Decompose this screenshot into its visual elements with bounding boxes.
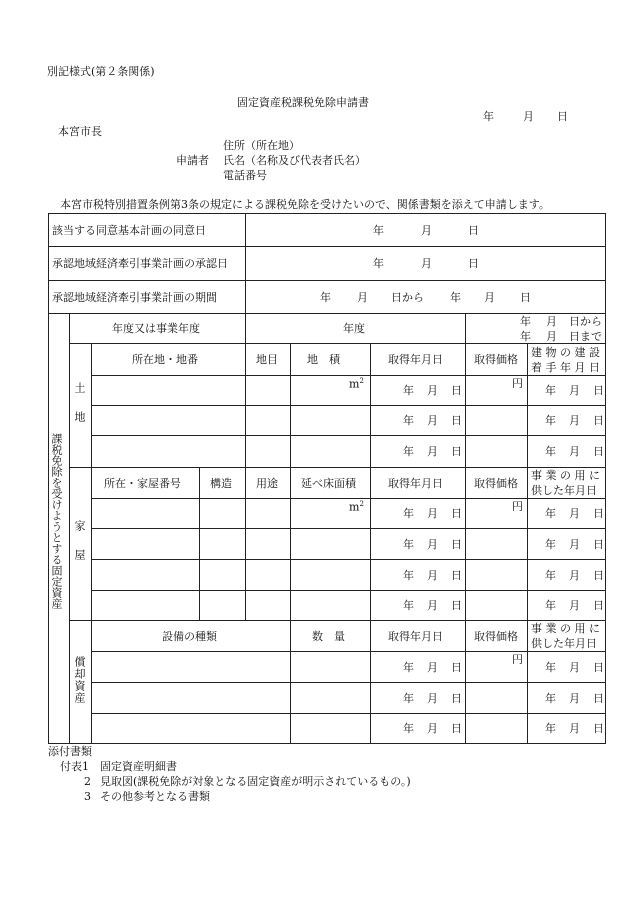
dep-price-unit: 円 xyxy=(512,653,523,666)
land-r1-acq-year: 年 xyxy=(403,384,414,397)
bldg-r2-acq-month: 月 xyxy=(427,537,438,551)
land-r3-start-month: 月 xyxy=(569,445,580,458)
dep-header-use-date-l2: 供した年月日 xyxy=(531,637,597,650)
dep-r2-acq-day: 日 xyxy=(451,691,462,705)
land-r2-acq-year: 年 xyxy=(403,414,414,427)
dep-r3-use-month: 月 xyxy=(569,722,580,735)
land-header-category: 地目 xyxy=(256,353,278,366)
dep-header-type: 設備の種類 xyxy=(162,629,217,643)
bldg-area-unit: $m^2$ xyxy=(349,500,364,514)
dep-r1-use-year: 年 xyxy=(545,660,556,674)
dep-r2-acq-year: 年 xyxy=(403,691,414,705)
dep-r3-acq-year: 年 xyxy=(403,722,414,735)
bldg-r1-use-day: 日 xyxy=(593,507,604,520)
dep-r3-acq-day: 日 xyxy=(451,722,462,735)
bldg-r2-use-day: 日 xyxy=(593,537,604,551)
dep-r1-acq-day: 日 xyxy=(451,660,462,674)
bldg-r1-acq-day: 日 xyxy=(451,507,462,520)
fiscal-to-year: 年 xyxy=(520,330,531,343)
bldg-r1-use-month: 月 xyxy=(569,507,580,520)
form-title: 固定資産税課税免除申請書 xyxy=(237,96,369,109)
bldg-r2-use-year: 年 xyxy=(545,537,556,551)
period-start-month: 月 xyxy=(357,290,368,304)
bldg-r1-use-year: 年 xyxy=(545,507,556,520)
fiscal-to-day: 日まで xyxy=(569,330,602,343)
bldg-r2-acq-year: 年 xyxy=(403,537,414,551)
dep-r1-acq-month: 月 xyxy=(427,660,438,674)
dep-header-quantity: 数 量 xyxy=(312,629,345,643)
land-header-acq-date: 取得年月日 xyxy=(388,353,443,366)
land-r3-acq-month: 月 xyxy=(427,445,438,458)
fiscal-from-day: 日から xyxy=(569,315,602,328)
bldg-r1-acq-year: 年 xyxy=(403,507,414,520)
land-area-unit: $m^2$ xyxy=(349,377,364,391)
depreciable-label: 償却資産 xyxy=(73,656,86,704)
land-r2-acq-day: 日 xyxy=(451,414,462,427)
dep-r3-use-day: 日 xyxy=(593,722,604,735)
consent-year: 年 xyxy=(373,223,384,237)
land-header-start-l1: 建 物 の 建 設 xyxy=(531,346,600,359)
attachment-1: 固定資産明細書 xyxy=(100,760,177,773)
bldg-r3-acq-year: 年 xyxy=(403,568,414,582)
date-month-label: 月 xyxy=(523,110,534,123)
attachments-title: 添付書類 xyxy=(48,745,92,758)
land-price-unit: 円 xyxy=(512,377,523,390)
dep-r1-acq-year: 年 xyxy=(403,660,414,674)
bldg-r1-acq-month: 月 xyxy=(427,507,438,520)
dep-r2-use-day: 日 xyxy=(593,691,604,705)
attachment-3: その他参考となる書類 xyxy=(100,790,210,803)
dep-r2-use-month: 月 xyxy=(569,691,580,705)
approval-date-label: 承認地域経済牽引事業計画の承認日 xyxy=(52,257,228,270)
land-header-area: 地 積 xyxy=(307,353,340,366)
bldg-r3-acq-day: 日 xyxy=(451,568,462,582)
applicant-label: 申請者 xyxy=(176,154,209,167)
fiscal-year-label: 年度又は事業年度 xyxy=(112,322,200,335)
consent-date-label: 該当する同意基本計画の同意日 xyxy=(52,223,206,237)
bldg-r4-acq-month: 月 xyxy=(427,599,438,612)
period-end-year: 年 xyxy=(450,290,461,304)
bldg-r3-use-year: 年 xyxy=(545,568,556,582)
bldg-header-acq-price: 取得価格 xyxy=(474,476,518,490)
bldg-r4-acq-year: 年 xyxy=(403,599,414,612)
bldg-header-acq-date: 取得年月日 xyxy=(388,476,443,490)
dep-header-acq-price: 取得価格 xyxy=(474,629,518,643)
bldg-r4-use-year: 年 xyxy=(545,599,556,612)
fiscal-from-month: 月 xyxy=(546,315,557,328)
land-r1-start-month: 月 xyxy=(569,384,580,397)
attachment-2-no: 2 xyxy=(84,775,91,788)
land-header-acq-price: 取得価格 xyxy=(474,353,518,366)
bldg-header-floor-area: 延べ床面積 xyxy=(301,476,356,490)
bldg-r4-use-month: 月 xyxy=(569,599,580,612)
bldg-header-use: 用途 xyxy=(256,476,278,490)
land-r1-acq-month: 月 xyxy=(427,384,438,397)
land-header-start-l2: 着 手 年 月 日 xyxy=(531,361,600,374)
land-r2-start-month: 月 xyxy=(569,414,580,427)
bldg-header-structure: 構造 xyxy=(210,476,232,490)
land-r2-acq-month: 月 xyxy=(427,414,438,427)
dep-r1-use-day: 日 xyxy=(593,660,604,674)
dep-r3-acq-month: 月 xyxy=(427,722,438,735)
period-start-year: 年 xyxy=(320,290,331,304)
fiscal-from-year: 年 xyxy=(520,315,531,328)
period-start-day: 日から xyxy=(391,290,424,304)
dep-r3-use-year: 年 xyxy=(545,722,556,735)
building-label: 家屋 xyxy=(73,520,86,578)
bldg-r2-acq-day: 日 xyxy=(451,537,462,551)
phone-label: 電話番号 xyxy=(223,169,267,182)
attachment-1-no: 付表1 xyxy=(60,760,89,773)
land-r1-start-day: 日 xyxy=(593,384,604,397)
land-header-location: 所在地・地番 xyxy=(132,353,198,366)
addressee: 本宮市長 xyxy=(58,125,102,138)
bldg-r3-use-day: 日 xyxy=(593,568,604,582)
approval-month: 月 xyxy=(421,257,432,270)
side-label-fixed-assets: 課税免除を受けようとする固定資産 xyxy=(50,433,63,609)
land-r1-start-year: 年 xyxy=(545,384,556,397)
form-label: 別記様式(第２条関係) xyxy=(47,65,155,78)
name-label: 氏名（名称及び代表者氏名） xyxy=(223,154,366,167)
attachment-3-no: 3 xyxy=(84,790,91,803)
application-statement: 本宮市税特別措置条例第3条の規定による課税免除を受けたいので、関係書類を添えて申請します。 xyxy=(60,198,550,211)
dep-r1-use-month: 月 xyxy=(569,660,580,674)
dep-r2-use-year: 年 xyxy=(545,691,556,705)
address-label: 住所（所在地） xyxy=(223,139,300,152)
nendo-label: 年度 xyxy=(343,322,365,335)
approval-year: 年 xyxy=(373,257,384,270)
dep-header-use-date-l1: 事 業 の 用 に xyxy=(531,622,600,635)
approval-day: 日 xyxy=(468,257,479,270)
bldg-r4-use-day: 日 xyxy=(593,599,604,612)
bldg-r3-acq-month: 月 xyxy=(427,568,438,582)
land-r2-start-day: 日 xyxy=(593,414,604,427)
bldg-header-location: 所在・家屋番号 xyxy=(104,476,181,490)
bldg-r2-use-month: 月 xyxy=(569,537,580,551)
period-end-month: 月 xyxy=(484,290,495,304)
bldg-r4-acq-day: 日 xyxy=(451,599,462,612)
land-r3-acq-year: 年 xyxy=(403,445,414,458)
period-label: 承認地域経済牽引事業計画の期間 xyxy=(52,290,217,304)
land-r3-start-year: 年 xyxy=(545,445,556,458)
period-end-day: 日 xyxy=(520,290,531,304)
dep-r2-acq-month: 月 xyxy=(427,691,438,705)
attachment-2: 見取図(課税免除が対象となる固定資産が明示されているもの。) xyxy=(100,775,411,788)
bldg-header-use-date-l1: 事 業 の 用 に xyxy=(531,469,600,482)
land-r1-acq-day: 日 xyxy=(451,384,462,397)
date-day-label: 日 xyxy=(557,110,568,123)
date-year-label: 年 xyxy=(483,110,494,123)
bldg-r3-use-month: 月 xyxy=(569,568,580,582)
land-r2-start-year: 年 xyxy=(545,414,556,427)
fiscal-to-month: 月 xyxy=(546,330,557,343)
bldg-header-use-date-l2: 供した年月日 xyxy=(531,484,597,497)
consent-day: 日 xyxy=(468,223,479,237)
land-label: 土地 xyxy=(73,382,86,440)
dep-header-acq-date: 取得年月日 xyxy=(388,629,443,643)
land-r3-acq-day: 日 xyxy=(451,445,462,458)
bldg-price-unit: 円 xyxy=(512,500,523,513)
land-r3-start-day: 日 xyxy=(593,445,604,458)
consent-month: 月 xyxy=(421,223,432,237)
